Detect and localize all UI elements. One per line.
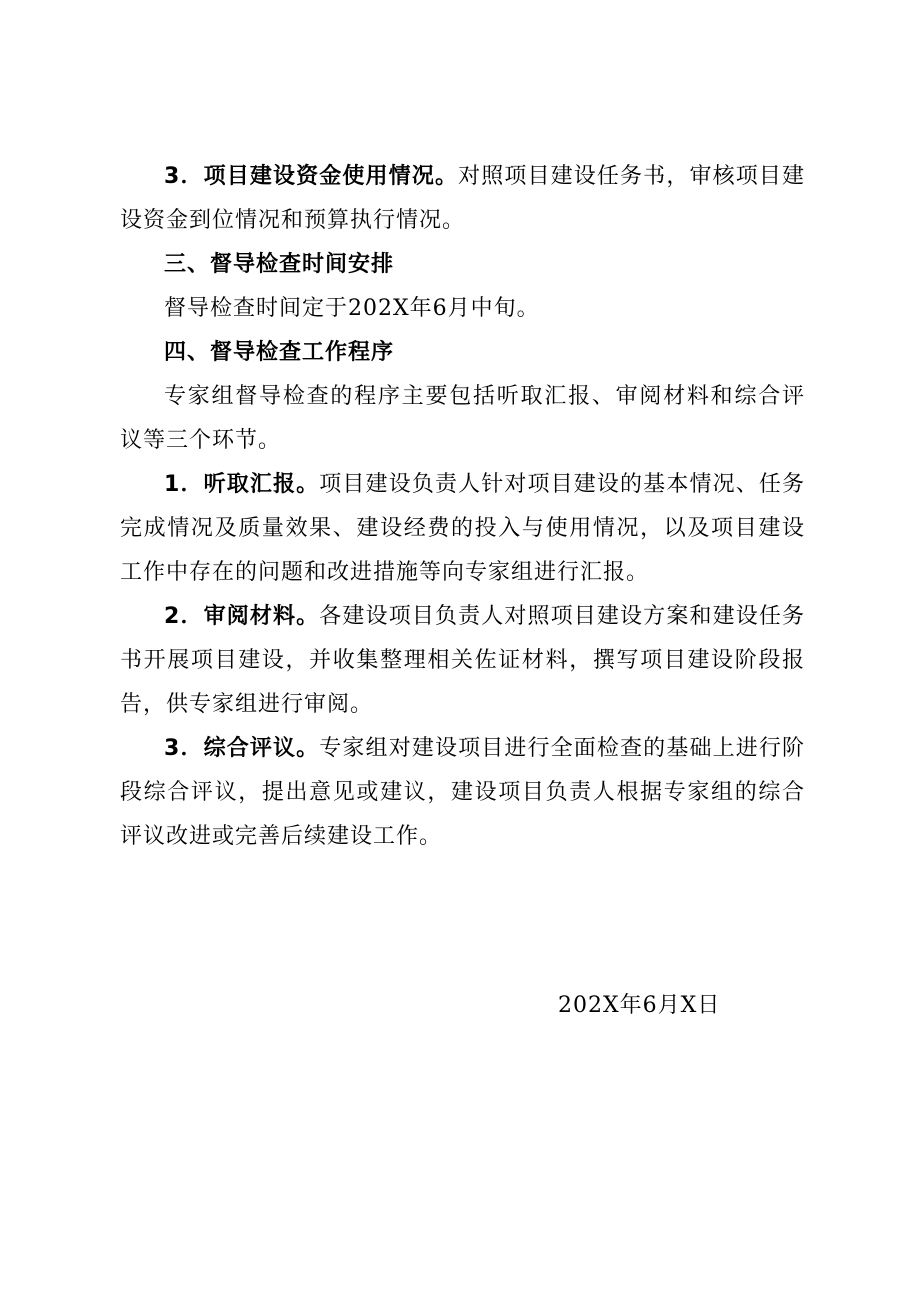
item-review-materials <box>120 595 805 727</box>
item-number: 3． <box>164 736 204 761</box>
document-body <box>120 155 805 859</box>
section-heading-schedule: 三、督导检查时间安排 <box>164 252 395 277</box>
item-hear-report <box>120 463 805 595</box>
item-number: 3． <box>164 164 204 189</box>
item-heading: 审阅材料。 <box>203 604 320 629</box>
item-heading: 听取汇报。 <box>203 472 320 497</box>
item-body: 对照项目建设任务书，审核项目建设资金到位情况和预算执行情况。 <box>120 164 805 233</box>
schedule-paragraph: 督导检查时间定于202X年6月中旬。 <box>164 296 540 321</box>
item-body: 项目建设负责人针对项目建设的基本情况、任务完成情况及质量效果、建设经费的投入与使用情况，以及项目建设工作中存在的问题和改进措施等向专家组进行汇报。 <box>120 472 805 585</box>
item-comprehensive-review <box>120 727 805 859</box>
item-heading: 综合评议。 <box>203 736 320 761</box>
item-heading: 项目建设资金使用情况。 <box>203 164 459 189</box>
document-date: 202X年6月X日 <box>558 993 721 1018</box>
item-body: 专家组对建设项目进行全面检查的基础上进行阶段综合评议，提出意见或建议，建设项目负责人根据专家组的综合评议改进或完善后续建设工作。 <box>120 736 805 849</box>
item-body: 各建设项目负责人对照项目建设方案和建设任务书开展项目建设，并收集整理相关佐证材料，撰写项目建设阶段报告，供专家组进行审阅。 <box>120 604 805 717</box>
item-funding-usage <box>120 155 805 243</box>
section-heading-procedure: 四、督导检查工作程序 <box>164 340 395 365</box>
item-number: 1． <box>164 472 204 497</box>
item-number: 2． <box>164 604 204 629</box>
procedure-paragraph: 专家组督导检查的程序主要包括听取汇报、审阅材料和综合评议等三个环节。 <box>120 384 805 453</box>
